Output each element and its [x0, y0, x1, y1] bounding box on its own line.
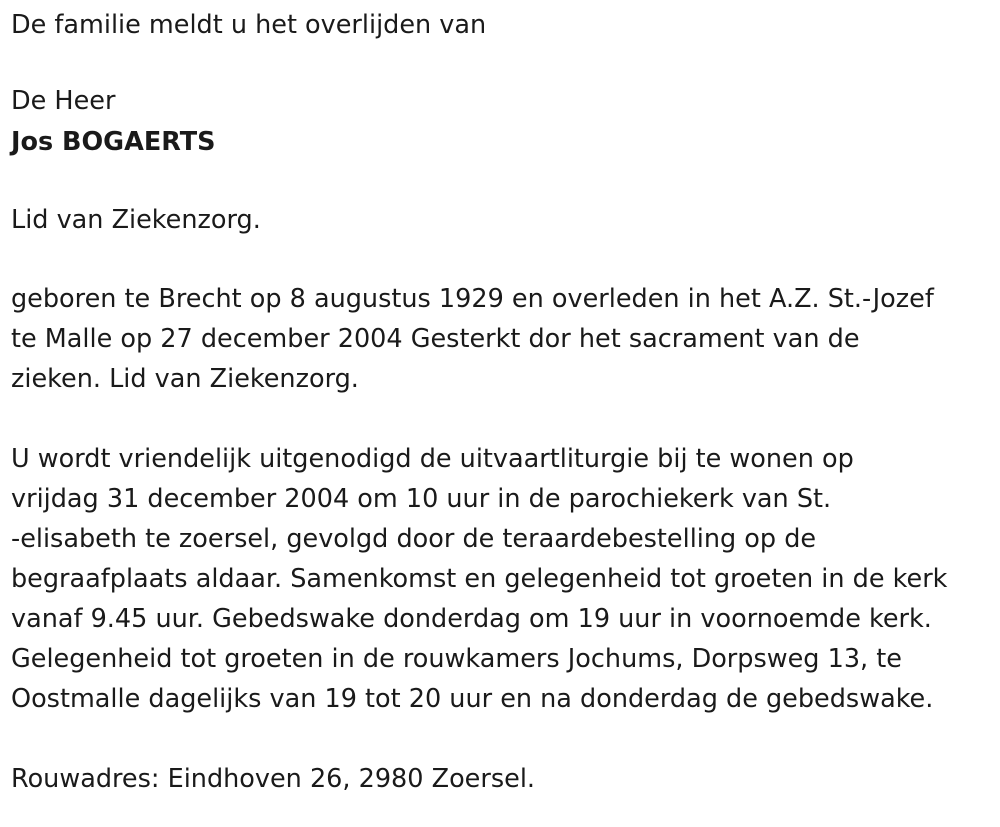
spacer [11, 163, 996, 200]
membership-text: Lid van Ziekenzorg. [11, 205, 261, 235]
birth-death-paragraph [11, 279, 996, 399]
honorific-title: De Heer [11, 86, 116, 116]
paragraph-line: vrijdag 31 december 2004 om 10 uur in de parochiekerk van St. [11, 484, 832, 514]
mourning-address: Rouwadres: Eindhoven 26, 2980 Zoersel. [11, 764, 536, 794]
spacer [11, 240, 996, 279]
intro-text: De familie meldt u het overlijden van [11, 10, 487, 40]
paragraph-line: te Malle op 27 december 2004 Gesterkt dor het sacrament van de [11, 324, 860, 354]
deceased-name: Jos BOGAERTS [11, 127, 216, 157]
paragraph-line: Gelegenheid tot groeten in de rouwkamers Jochums, Dorpsweg 13, te [11, 644, 902, 674]
spacer [11, 45, 996, 81]
paragraph-line: Oostmalle dagelijks van 19 tot 20 uur en na donderdag de gebedswake. [11, 684, 934, 714]
death-notice [11, 0, 996, 799]
paragraph-line: vanaf 9.45 uur. Gebedswake donderdag om 19 uur in voornoemde kerk. [11, 604, 932, 634]
funeral-paragraph [11, 439, 996, 719]
paragraph-line: U wordt vriendelijk uitgenodigd de uitvaartliturgie bij te wonen op [11, 444, 854, 474]
paragraph-line: -elisabeth te zoersel, gevolgd door de teraardebestelling op de [11, 524, 817, 554]
paragraph-line: geboren te Brecht op 8 augustus 1929 en overleden in het A.Z. St.-Jozef [11, 284, 934, 314]
spacer [11, 399, 996, 439]
paragraph-line: zieken. Lid van Ziekenzorg. [11, 364, 359, 394]
spacer [11, 719, 996, 759]
paragraph-line: begraafplaats aldaar. Samenkomst en gelegenheid tot groeten in de kerk [11, 564, 948, 594]
